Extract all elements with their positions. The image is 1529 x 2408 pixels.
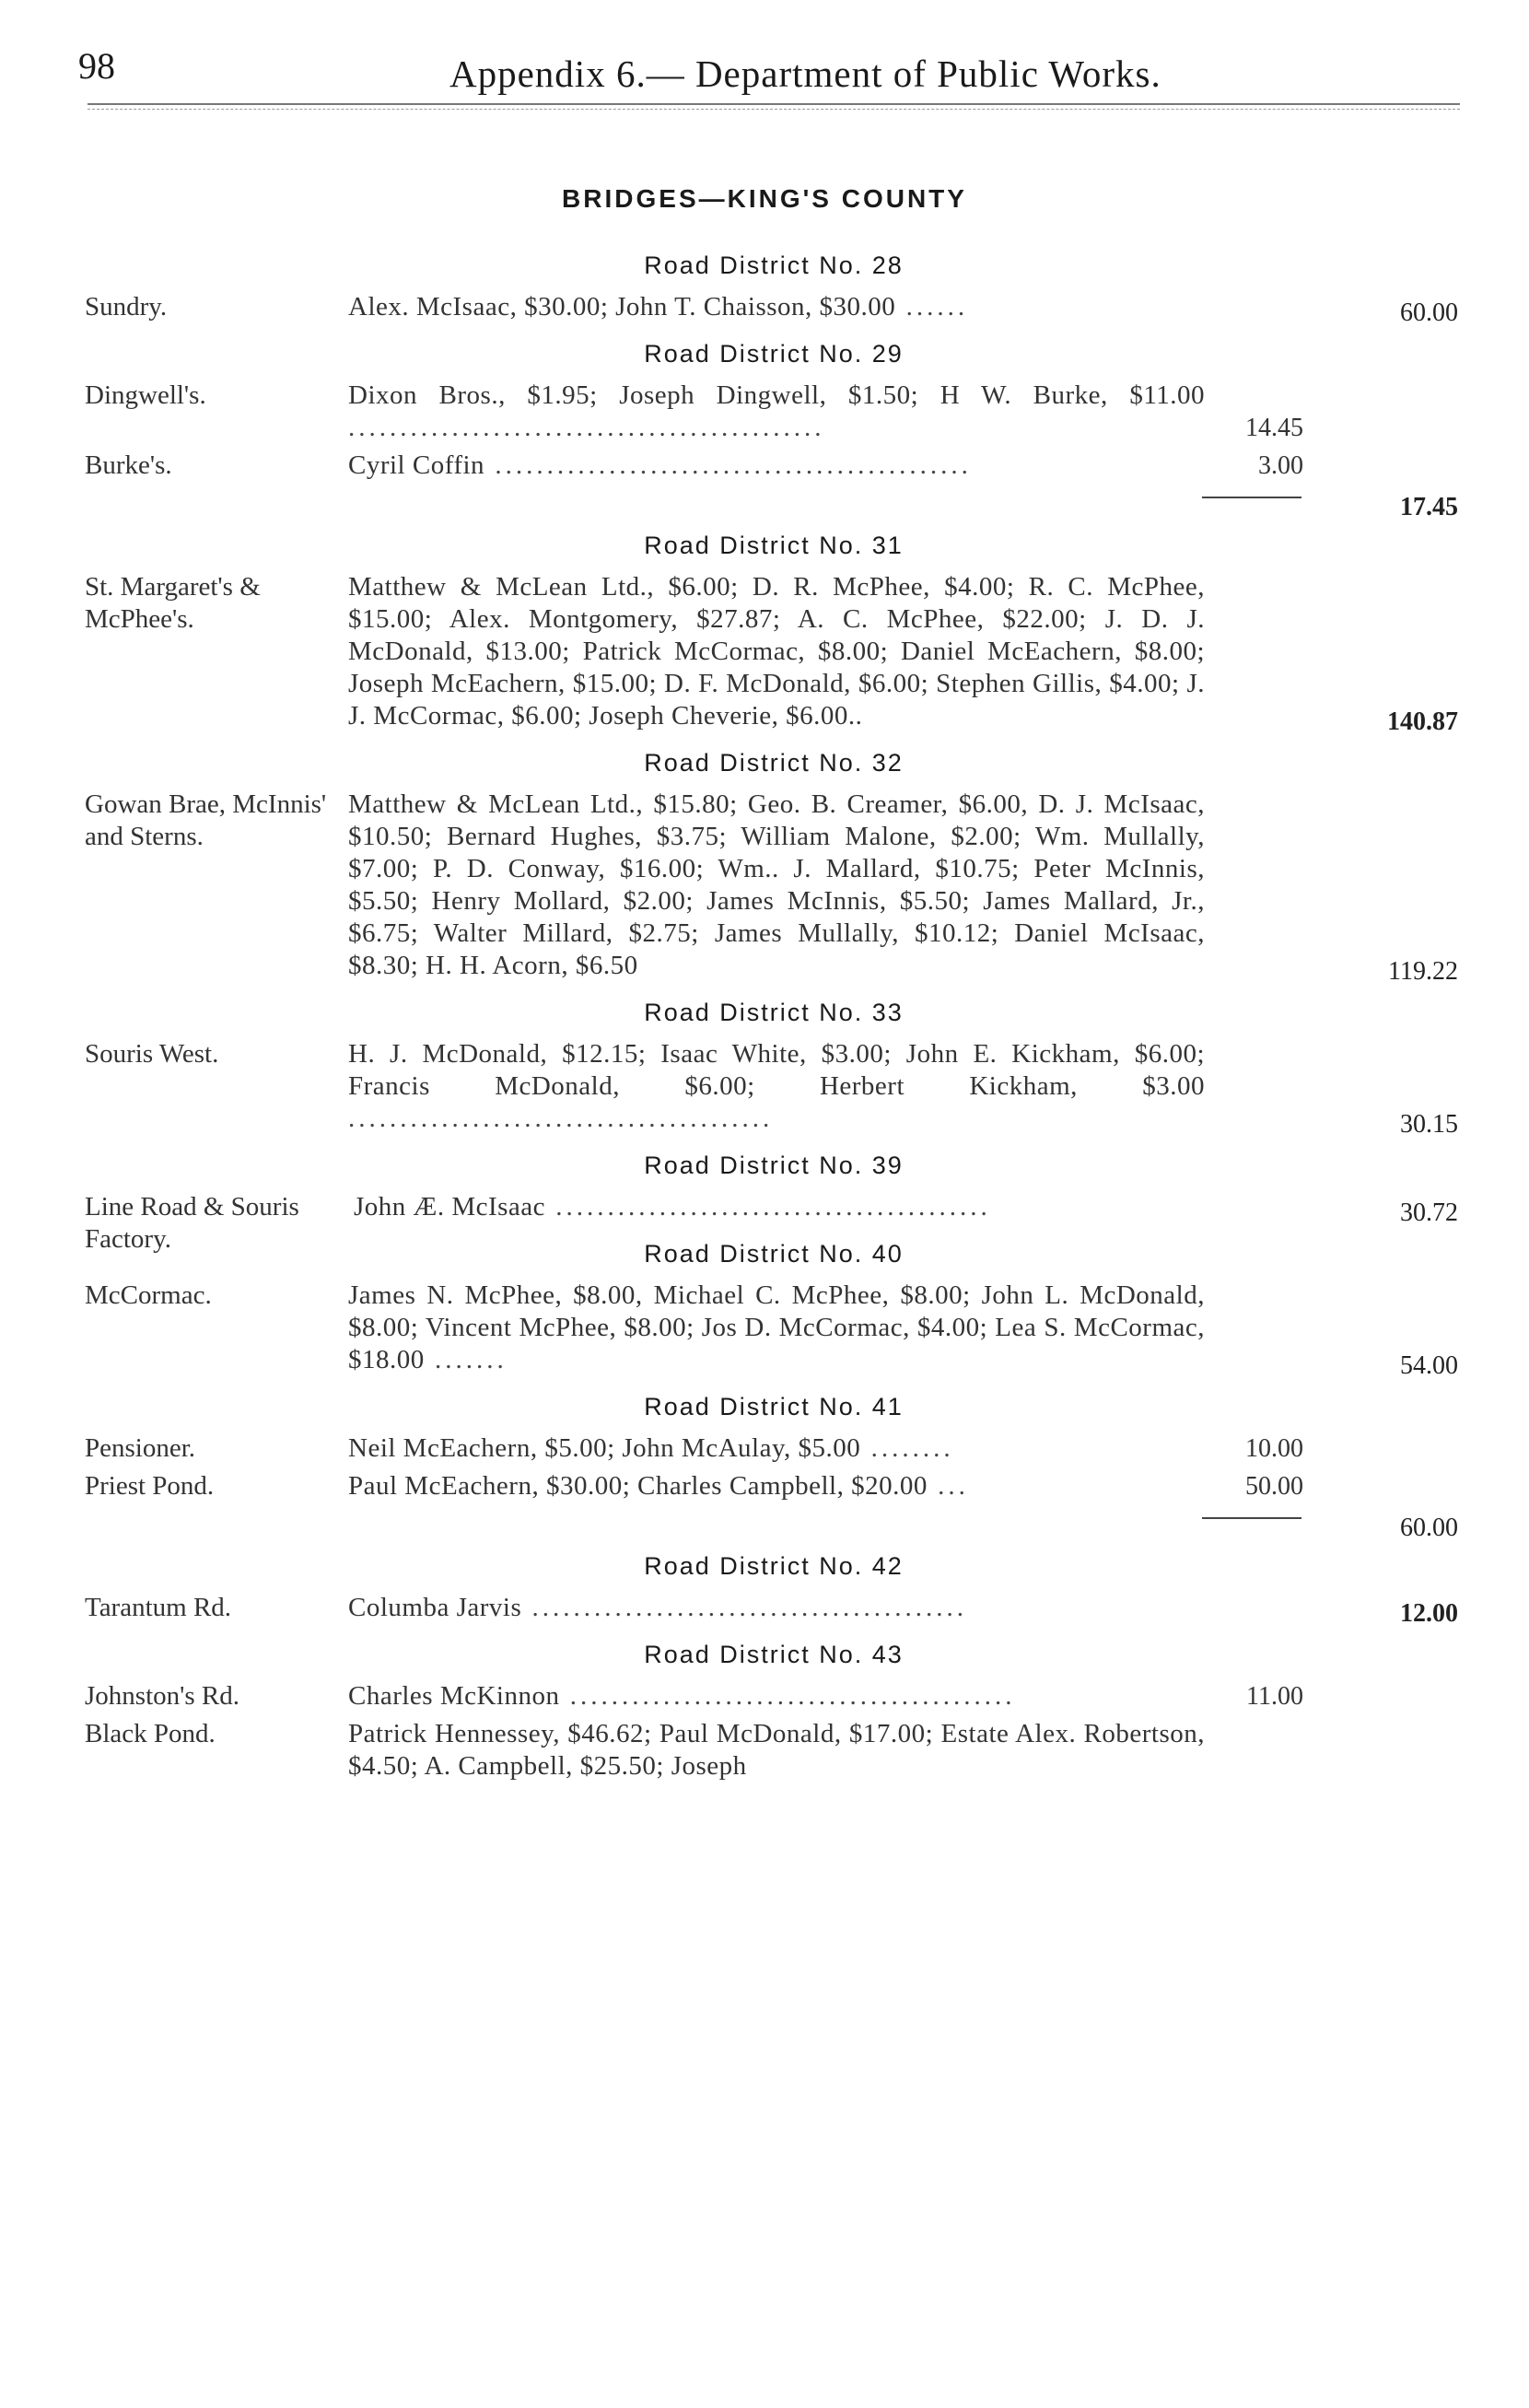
entry-row — [0, 1470, 1529, 1502]
dot-leader: ......................................... — [348, 1104, 774, 1133]
place-name: Black Pond. — [85, 1719, 216, 1748]
entry-row — [0, 1432, 1529, 1465]
entry-description: Paul McEachern, $30.00; Charles Campbell, $20.00 ... — [348, 1471, 969, 1501]
district-block — [0, 340, 1529, 521]
total-amount: 12.00 — [1400, 1599, 1458, 1628]
entry-description: Columba Jarvis .......................................... — [348, 1593, 967, 1622]
entry-row — [0, 380, 1529, 444]
district-block — [0, 1552, 1529, 1628]
total-amount: 30.15 — [1400, 1110, 1458, 1139]
entry-description: Matthew & McLean Ltd., $15.80; Geo. B. Creamer, $6.00, D. J. McIsaac, $10.50; Bernard Hughes, $3.75; William Malone, $2.00; Wm. Mullally, $7.00; P. D. Conway, $16.00; Wm.. J. Mallard, $10.75; Peter McInnis, $5.50; Henry Mollard, $2.00; James McInnis, $5.50; James Mallard, Jr., $6.75; Walter Millard, $2.75; James Mullally, $10.12; Daniel McIsaac, $8.30; H. H. Acorn, $6.50 — [348, 789, 1205, 980]
entry-description: Charles McKinnon ........................................... — [348, 1681, 1016, 1711]
dot-leader: ........................................... — [559, 1681, 1016, 1711]
place-name: Pensioner. — [85, 1433, 196, 1463]
entry-description: H. J. McDonald, $12.15; Isaac White, $3.00; John E. Kickham, $6.00; Francis McDonald, $6.00; Herbert Kickham, $3.00 ......................................... — [348, 1039, 1205, 1133]
total-amount: 119.22 — [1388, 957, 1458, 986]
sub-amount: 11.00 — [1246, 1682, 1303, 1711]
total-amount: 30.72 — [1400, 1198, 1458, 1227]
entry-row — [0, 789, 1529, 986]
dot-leader: .............................................. — [348, 413, 825, 442]
place-name: Gowan Brae, McInnis' and Sterns. — [85, 789, 327, 851]
total-amount: 17.45 — [1400, 493, 1458, 521]
entry-row — [0, 1718, 1529, 1783]
sub-amount: 14.45 — [1245, 414, 1303, 442]
place-name: Johnston's Rd. — [85, 1681, 239, 1711]
district-block — [0, 1240, 1529, 1380]
district-heading: Road District No. 40 — [644, 1240, 904, 1268]
dot-leader: .............................................. — [484, 450, 972, 480]
district-heading: Road District No. 32 — [644, 749, 904, 777]
district-heading: Road District No. 42 — [644, 1552, 904, 1580]
district-block — [0, 999, 1529, 1139]
place-name: Tarantum Rd. — [85, 1593, 232, 1622]
section-title: BRIDGES—KING'S COUNTY — [562, 184, 967, 213]
entry-description: Neil McEachern, $5.00; John McAulay, $5.00 ........ — [348, 1433, 954, 1463]
subtotal-rule — [1202, 1517, 1301, 1519]
dot-leader: ... — [927, 1471, 969, 1501]
page-header — [78, 37, 1460, 111]
running-title: Appendix 6.— Department of Public Works. — [449, 53, 1161, 95]
entry-description: Patrick Hennessey, $46.62; Paul McDonald, $17.00; Estate Alex. Robertson, $4.50; A. Campbell, $25.50; Joseph — [348, 1719, 1205, 1781]
place-name: McCormac. — [85, 1280, 212, 1310]
subtotal-line — [0, 1508, 1529, 1542]
subtotal-line — [0, 487, 1529, 521]
entry-description: James N. McPhee, $8.00, Michael C. McPhee, $8.00; John L. McDonald, $8.00; Vincent McPhee, $8.00; Jos D. McCormac, $4.00; Lea S. McCormac, $18.00 ....... — [348, 1280, 1205, 1374]
place-name: Line Road & Souris Factory. — [85, 1192, 299, 1254]
sub-amount: 3.00 — [1258, 451, 1303, 480]
place-name: Burke's. — [85, 450, 172, 480]
district-list — [0, 235, 1529, 1788]
district-heading: Road District No. 39 — [644, 1151, 904, 1179]
page-number: 98 — [78, 45, 115, 87]
district-block — [0, 749, 1529, 986]
place-name: Priest Pond. — [85, 1471, 215, 1501]
place-name: Souris West. — [85, 1039, 219, 1069]
district-block — [0, 532, 1529, 736]
header-rule — [88, 103, 1460, 105]
district-heading: Road District No. 41 — [644, 1393, 904, 1420]
district-heading: Road District No. 29 — [644, 340, 904, 368]
entry-row — [0, 1280, 1529, 1380]
district-block — [0, 1641, 1529, 1783]
entry-description: John Æ. McIsaac .......................................... — [354, 1192, 991, 1222]
district-block — [0, 1393, 1529, 1542]
header-rule-secondary — [88, 109, 1460, 110]
total-amount: 60.00 — [1400, 1514, 1458, 1542]
district-heading: Road District No. 33 — [644, 999, 904, 1026]
district-heading: Road District No. 43 — [644, 1641, 904, 1668]
total-amount: 60.00 — [1400, 298, 1458, 327]
subtotal-rule — [1202, 497, 1301, 498]
district-block — [0, 251, 1529, 327]
sub-amount: 10.00 — [1245, 1434, 1303, 1463]
district-heading: Road District No. 31 — [644, 532, 904, 559]
district-heading: Road District No. 28 — [644, 251, 904, 279]
entry-row — [0, 1592, 1529, 1628]
entry-row — [0, 1038, 1529, 1139]
dot-leader: .......................................... — [521, 1593, 967, 1622]
entry-description: Cyril Coffin .............................................. — [348, 450, 972, 480]
total-amount: 54.00 — [1400, 1351, 1458, 1380]
place-name: St. Margaret's & McPhee's. — [85, 572, 261, 634]
entry-row — [0, 1680, 1529, 1712]
entry-description: Alex. McIsaac, $30.00; John T. Chaisson, $30.00 ...... — [348, 292, 969, 321]
entry-description: Dixon Bros., $1.95; Joseph Dingwell, $1.50; H W. Burke, $11.00 .............................................. — [348, 380, 1205, 442]
entry-row — [0, 571, 1529, 736]
total-amount: 140.87 — [1387, 707, 1458, 736]
entry-description: Matthew & McLean Ltd., $6.00; D. R. McPhee, $4.00; R. C. McPhee, $15.00; Alex. Montgomery, $27.87; A. C. McPhee, $22.00; J. D. J. McDonald, $13.00; Patrick McCormac, $8.00; Daniel McEachern, $8.00; Joseph McEachern, $15.00; D. F. McDonald, $6.00; Stephen Gillis, $4.00; J. J. McCormac, $6.00; Joseph Cheverie, $6.00.. — [348, 572, 1205, 731]
place-name: Dingwell's. — [85, 380, 206, 410]
place-name: Sundry. — [85, 292, 168, 321]
entry-row — [0, 291, 1529, 327]
entry-row — [0, 450, 1529, 482]
sub-amount: 50.00 — [1245, 1472, 1303, 1501]
dot-leader: ...... — [895, 292, 969, 321]
dot-leader: .......................................... — [545, 1192, 991, 1222]
dot-leader: ........ — [860, 1433, 954, 1463]
dot-leader: ....... — [424, 1345, 508, 1374]
